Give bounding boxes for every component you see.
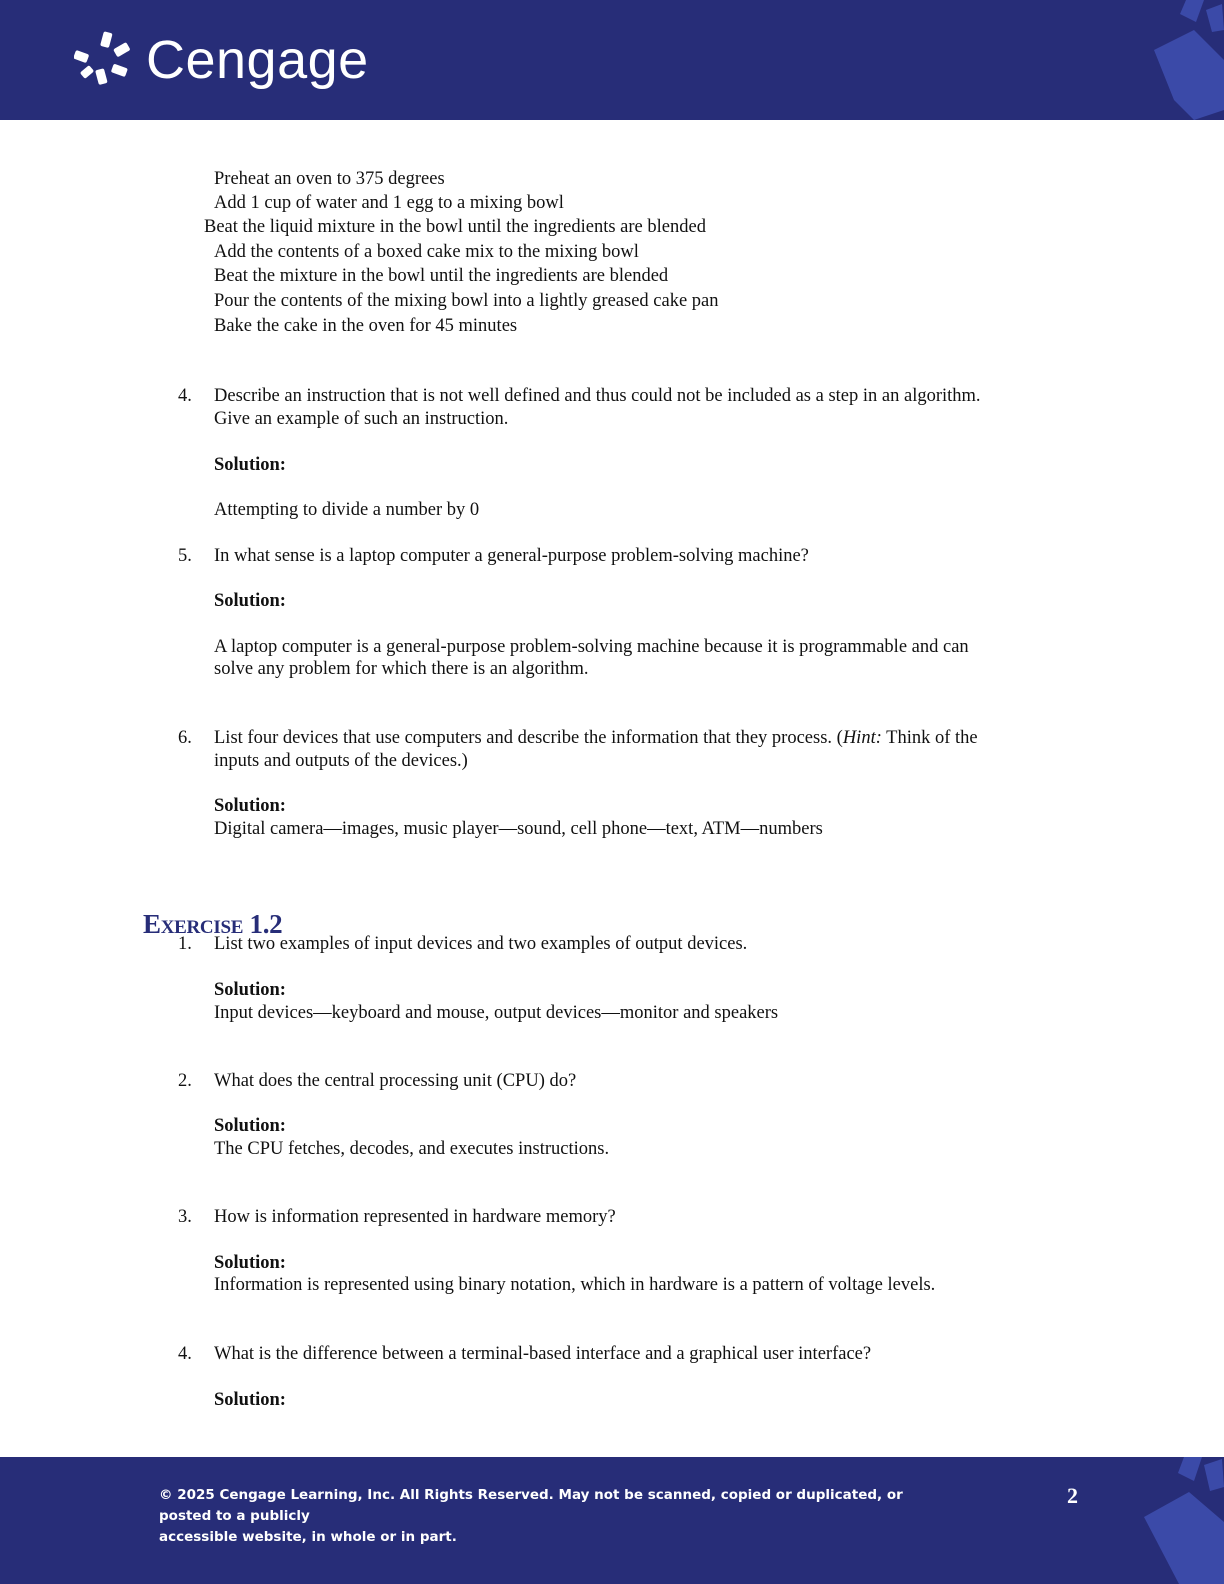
solution-label: Solution: xyxy=(214,1253,286,1273)
algorithm-step: Bake the cake in the oven for 45 minutes xyxy=(214,316,518,336)
solution-text: solve any problem for which there is an algorithm. xyxy=(214,659,589,679)
page-number: 2 xyxy=(1067,1483,1078,1508)
question-number: 4. xyxy=(178,1344,192,1364)
copyright-notice xyxy=(159,1485,959,1548)
question-text: inputs and outputs of the devices.) xyxy=(214,751,468,771)
solution-text: A laptop computer is a general-purpose problem-solving machine because it is programmable and can xyxy=(214,637,969,657)
cengage-logo xyxy=(74,30,369,90)
brand-name: Cengage xyxy=(146,30,369,90)
solution-text: Attempting to divide a number by 0 xyxy=(214,500,480,520)
question-text: In what sense is a laptop computer a general-purpose problem-solving machine? xyxy=(214,546,809,566)
solution-label: Solution: xyxy=(214,455,286,475)
copyright-line: accessible website, in whole or in part. xyxy=(159,1529,457,1545)
decorative-blocks-icon xyxy=(1134,0,1224,120)
solution-text: The CPU fetches, decodes, and executes instructions. xyxy=(214,1139,610,1159)
solution-text: Input devices—keyboard and mouse, output devices—monitor and speakers xyxy=(214,1003,779,1023)
copyright-line: © 2025 Cengage Learning, Inc. All Rights Reserved. May not be scanned, copied or duplicated, or posted to a publicly xyxy=(159,1487,903,1524)
question-number: 1. xyxy=(178,934,192,954)
algorithm-step: Beat the mixture in the bowl until the ingredients are blended xyxy=(214,266,669,286)
question-number: 4. xyxy=(178,386,192,406)
question-text-part: List four devices that use computers and describe the information that they process. ( xyxy=(214,728,843,748)
solution-label: Solution: xyxy=(214,591,286,611)
question-text: What is the difference between a terminal-based interface and a graphical user interface? xyxy=(214,1344,872,1364)
question-text xyxy=(214,727,978,750)
solution-label: Solution: xyxy=(214,980,286,1000)
question-number: 5. xyxy=(178,546,192,566)
question-text-part: Think of the xyxy=(881,728,978,748)
solution-label: Solution: xyxy=(214,796,286,816)
algorithm-step: Preheat an oven to 375 degrees xyxy=(214,169,445,189)
question-number: 3. xyxy=(178,1207,192,1227)
question-text: How is information represented in hardware memory? xyxy=(214,1207,616,1227)
page-header xyxy=(0,0,1224,120)
question-text: List two examples of input devices and two examples of output devices. xyxy=(214,934,748,954)
algorithm-step: Beat the liquid mixture in the bowl until the ingredients are blended xyxy=(204,217,706,237)
algorithm-step: Add 1 cup of water and 1 egg to a mixing bowl xyxy=(214,193,564,213)
solution-label: Solution: xyxy=(214,1390,286,1410)
question-text: What does the central processing unit (CPU) do? xyxy=(214,1071,577,1091)
solution-text: Information is represented using binary notation, which in hardware is a pattern of voltage levels. xyxy=(214,1275,936,1295)
question-number: 2. xyxy=(178,1071,192,1091)
solution-label: Solution: xyxy=(214,1116,286,1136)
algorithm-step: Add the contents of a boxed cake mix to the mixing bowl xyxy=(214,242,639,262)
decorative-blocks-icon xyxy=(1134,1457,1224,1584)
exercise-heading: Exercise 1.2 xyxy=(143,909,283,939)
cengage-logo-mark-icon xyxy=(74,30,136,90)
page-footer xyxy=(0,1457,1224,1584)
hint-label: Hint: xyxy=(842,728,882,748)
question-text: Describe an instruction that is not well defined and thus could not be included as a step in an algorithm. xyxy=(214,386,981,406)
question-number: 6. xyxy=(178,728,192,748)
question-text: Give an example of such an instruction. xyxy=(214,409,509,429)
solution-text: Digital camera—images, music player—sound, cell phone—text, ATM—numbers xyxy=(214,819,823,839)
algorithm-step: Pour the contents of the mixing bowl into a lightly greased cake pan xyxy=(214,291,719,311)
